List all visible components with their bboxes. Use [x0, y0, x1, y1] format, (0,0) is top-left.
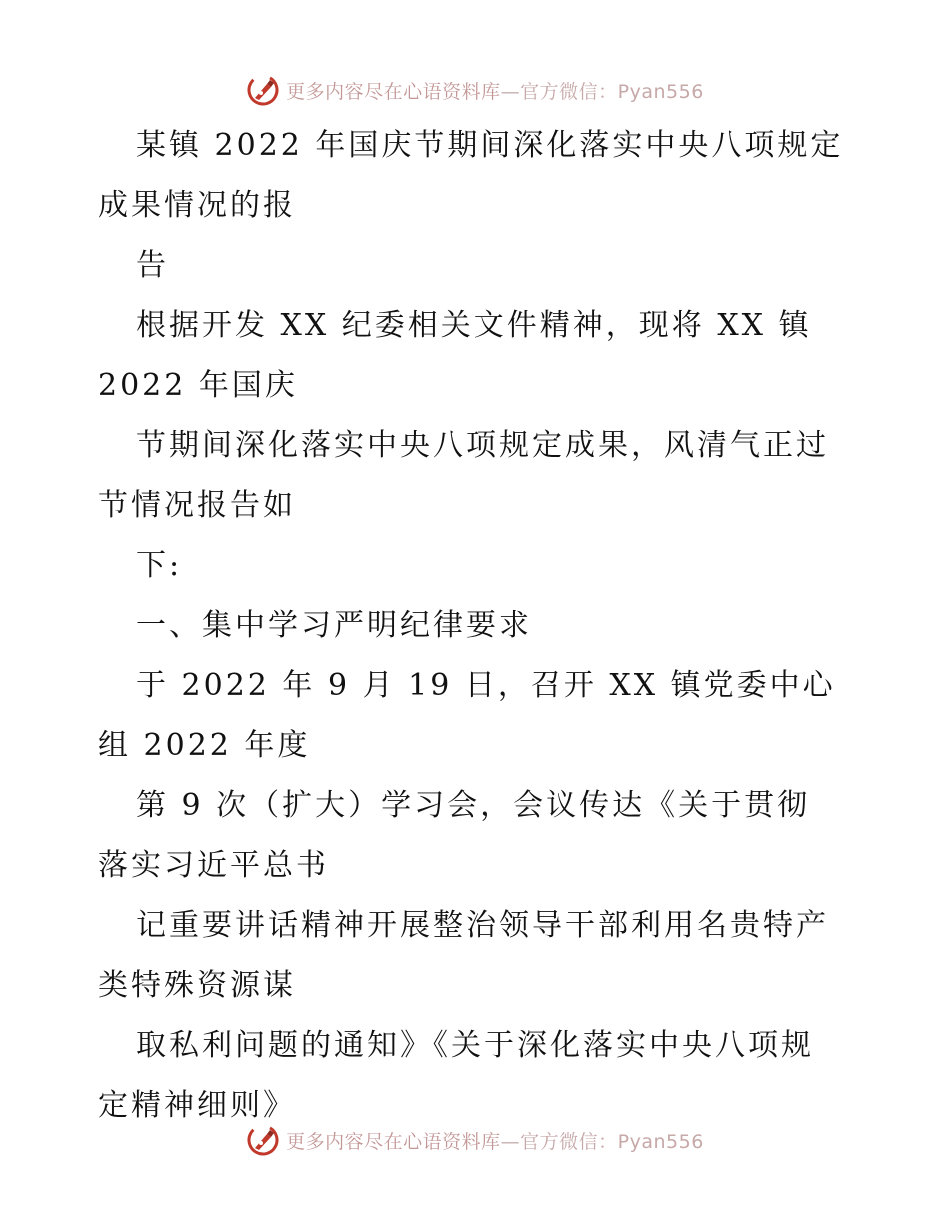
footer-site-text: 更多内容尽在心语资料库: [286, 1130, 501, 1153]
header-watermark-text: [286, 77, 704, 104]
document-line: 告: [136, 248, 169, 283]
footer-watermark-text: [286, 1127, 704, 1154]
document-line: 一、集中学习严明纪律要求: [136, 608, 532, 643]
document-line: 记重要讲话精神开展整治领导干部利用名贵特产: [136, 908, 829, 943]
footer-watermark: [0, 1120, 950, 1160]
header-separator: —: [500, 80, 521, 103]
document-line: 节期间深化落实中央八项规定成果，风清气正过: [136, 428, 829, 463]
footer-wechat-text: 官方微信：Pyan556: [520, 1130, 704, 1153]
document-line: 成果情况的报: [98, 188, 296, 223]
document-line: 落实习近平总书: [98, 848, 329, 883]
header-site-text: 更多内容尽在心语资料库: [286, 80, 501, 103]
document-line: 取私利问题的通知》《关于深化落实中央八项规: [136, 1028, 814, 1063]
document-line: 某镇 2022 年国庆节期间深化落实中央八项规定: [136, 128, 844, 163]
document-line: 第 9 次（扩大）学习会，会议传达《关于贯彻: [136, 788, 811, 823]
document-line: 节情况报告如: [98, 488, 296, 523]
header-wechat-text: 官方微信：Pyan556: [520, 80, 704, 103]
document-body: [98, 116, 858, 1136]
footer-separator: —: [500, 1130, 521, 1153]
document-line: 组 2022 年度: [98, 728, 311, 763]
document-line: 定精神细则》: [98, 1088, 296, 1123]
document-line: 根据开发 XX 纪委相关文件精神，现将 XX 镇: [136, 308, 812, 343]
header-watermark: [0, 70, 950, 110]
document-line: 2022 年国庆: [98, 368, 298, 403]
pen-circle-logo-icon: [246, 73, 280, 107]
pen-circle-logo-icon: [246, 1123, 280, 1157]
document-line: 下:: [136, 548, 183, 583]
document-line: 于 2022 年 9 月 19 日，召开 XX 镇党委中心: [136, 668, 836, 703]
document-line: 类特殊资源谋: [98, 968, 296, 1003]
